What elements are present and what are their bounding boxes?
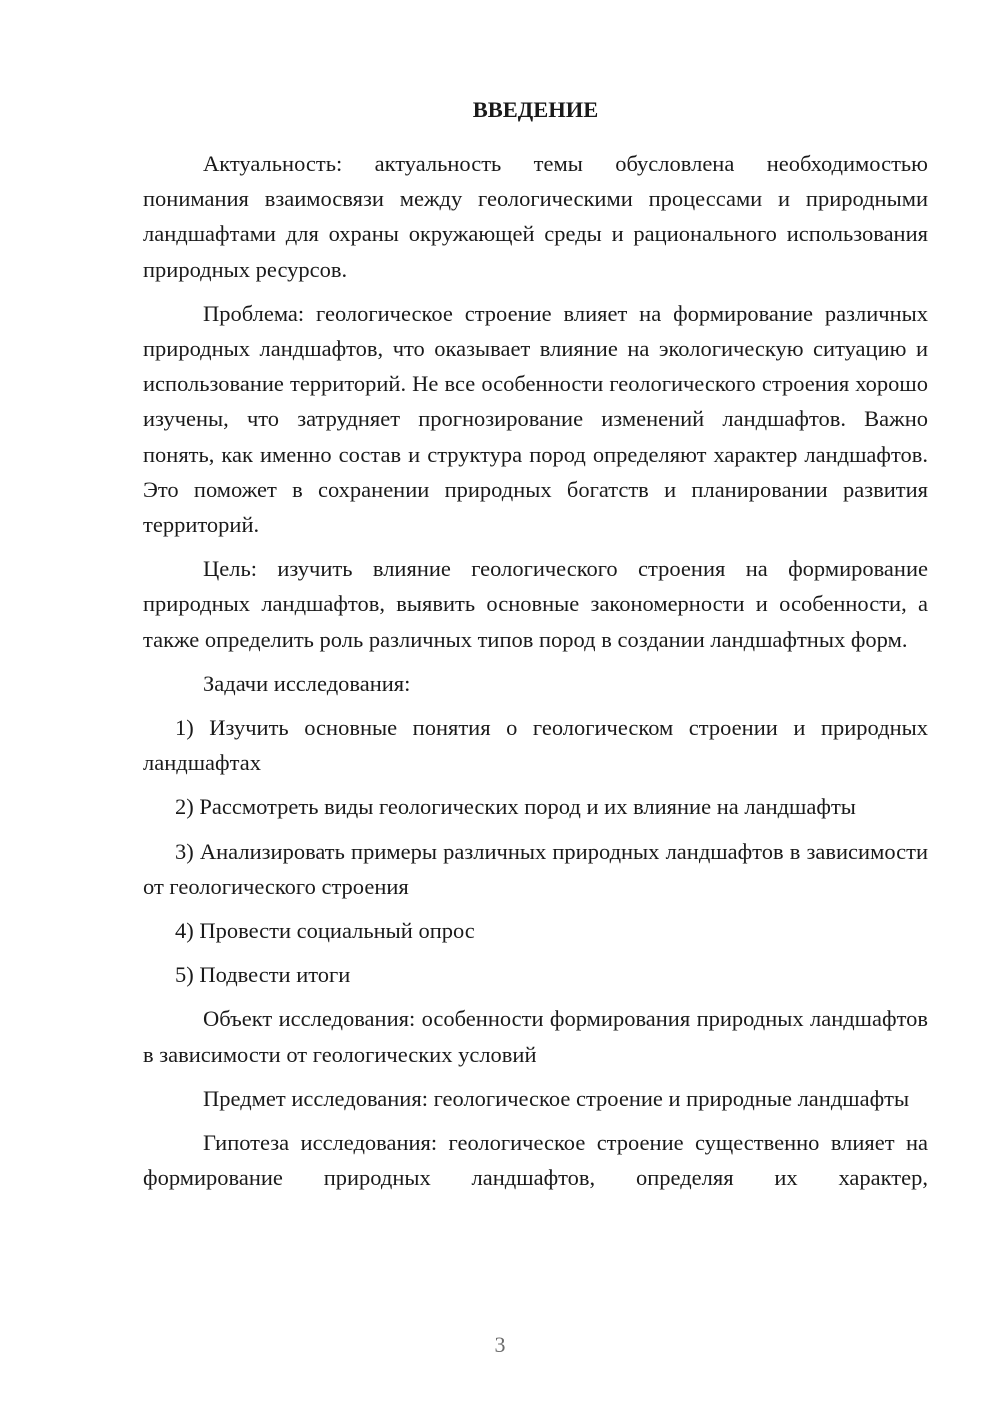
task-item-4: 4) Провести социальный опрос [175,918,475,944]
paragraph-problem: Проблема: геологическое строение влияет на формирование различных природных ландшафтов, что оказывает влияние на экологическую ситуацию и использование территорий. Не все особенности геологического строения хорошо изучены, что затрудняет прогнозирование изменений ландшафтов. Важно понять, как именно состав и структура пород определяют характер ландшафтов. Это поможет в сохранении природных богатств и планировании развития территорий. [143,300,928,538]
paragraph-relevance: Актуальность: актуальность темы обусловлена необходимостью понимания взаимосвязи между геологическими процессами и природными ландшафтами для охраны окружающей среды и рационального использования природных ресурсов. [143,151,928,282]
task-item-2: 2) Рассмотреть виды геологических пород и их влияние на ландшафты [175,794,856,820]
task-item-3: 3) Анализировать примеры различных природных ландшафтов в зависимости от геологического строения [143,838,928,899]
task-item-1: 1) Изучить основные понятия о геологическом строении и природных ландшафтах [143,715,928,776]
page-number: 3 [494,1332,506,1357]
page-content [143,92,928,1195]
task-item-5: 5) Подвести итоги [175,962,351,988]
paragraph-subject: Предмет исследования: геологическое строение и природные ландшафты [203,1085,910,1111]
paragraph-object: Объект исследования: особенности формирования природных ландшафтов в зависимости от геологических условий [143,1006,928,1067]
paragraph-goal: Цель: изучить влияние геологического строения на формирование природных ландшафтов, выявить основные закономерности и особенности, а также определить роль различных типов пород в создании ландшафтных форм. [143,556,928,652]
paragraph-tasks-heading: Задачи исследования: [203,670,411,696]
section-title: ВВЕДЕНИЕ [472,97,599,122]
paragraph-hypothesis: Гипотеза исследования: геологическое строение существенно влияет на формирование природных ландшафтов, определяя их характер, [143,1130,928,1191]
